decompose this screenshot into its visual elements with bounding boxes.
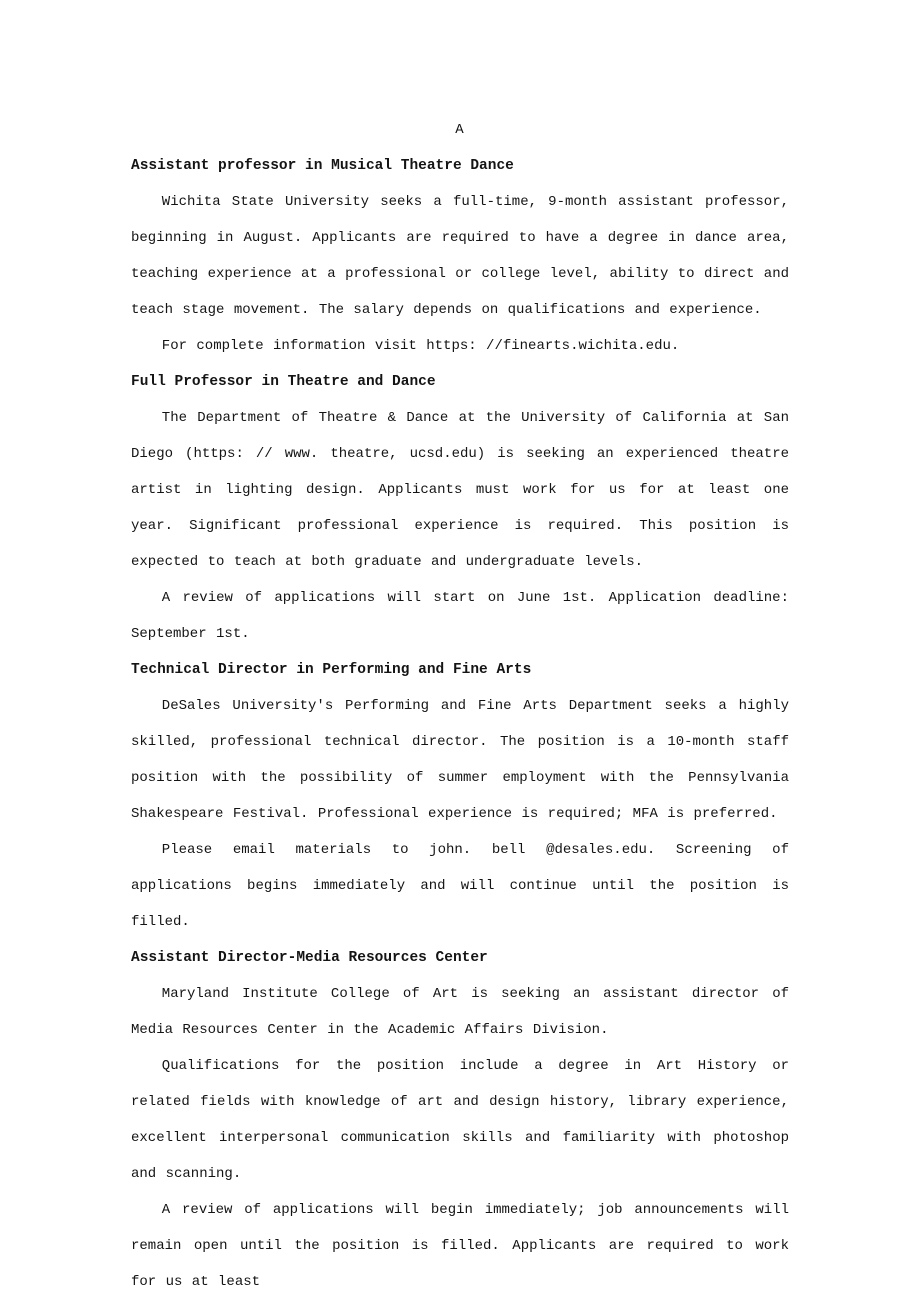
section-label: A [455, 122, 465, 138]
document-body [131, 112, 789, 1300]
job-paragraph: The Department of Theatre & Dance at the University of California at San Diego (https: // www. theatre, ucsd.edu) is seeking an experienced theatre artist in lighting design. Applicants must work for us for at least one year. Significant professional experience is required. This position is expected to teach at both graduate and undergraduate levels. [131, 410, 789, 570]
job-heading: Full Professor in Theatre and Dance [131, 374, 436, 390]
job-paragraph: For complete information visit https: //finearts.wichita.edu. [161, 338, 680, 354]
job-heading: Technical Director in Performing and Fine Arts [131, 662, 532, 678]
job-paragraph: Qualifications for the position include a degree in Art History or related fields with knowledge of art and design history, library experience, excellent interpersonal communication skills and familiarity with photoshop and scanning. [131, 1058, 789, 1182]
job-paragraph: Please email materials to john. bell @desales.edu. Screening of applications begins immediately and will continue until the position is filled. [131, 842, 789, 930]
job-heading: Assistant professor in Musical Theatre Dance [131, 158, 514, 174]
job-heading: Assistant Director-Media Resources Center [131, 950, 488, 966]
job-paragraph: Wichita State University seeks a full-time, 9-month assistant professor, beginning in August. Applicants are required to have a degree in dance area, teaching experience at a professional or college level, ability to direct and teach stage movement. The salary depends on qualifications and experience. [131, 194, 789, 318]
job-paragraph: A review of applications will begin immediately; job announcements will remain open until the position is filled. Applicants are required to work for us at least [131, 1202, 789, 1290]
job-paragraph: A review of applications will start on June 1st. Application deadline: September 1st. [131, 590, 789, 642]
job-paragraph: DeSales University's Performing and Fine Arts Department seeks a highly skilled, professional technical director. The position is a 10-month staff position with the possibility of summer employment with the Pennsylvania Shakespeare Festival. Professional experience is required; MFA is preferred. [131, 698, 789, 822]
job-paragraph: Maryland Institute College of Art is seeking an assistant director of Media Resources Center in the Academic Affairs Division. [131, 986, 789, 1038]
